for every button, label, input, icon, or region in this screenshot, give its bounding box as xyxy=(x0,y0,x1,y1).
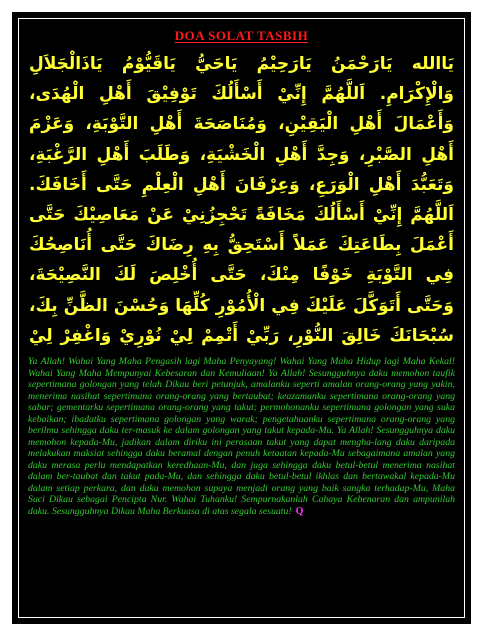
end-ornament-icon: Q xyxy=(295,505,304,517)
arabic-prayer-text: يَاالله يَارَحْمَنُ يَارَحِيْمُ يَاحَيُّ يَاقَيُّوْمُ يَاذَالْجَلاَلِ وَالْإِكْرَامِ. اَللَّهُمَّ إِنِّيْ أَسْأَلُكَ تَوْفِيْقَ أَهْلِ الْهُدَى، وَأَعْمَالَ أَهْلِ الْيَقِيْنِ، وَمُنَاصَحَةَ أَهْلِ التَّوْبَةِ، وَعَزْمَ أَهْلِ الصَّبْرِ، وَجِدَّ أَهْلِ الْخَشْيَةِ، وَطَلَبَ أَهْلِ الرَّغْبَةِ، وَتَعَبُّدَ أَهْلِ الْوَرَعِ، وَعِرْفَانَ أَهْلِ الْعِلْمِ حَتَّى أَخَافَكَ. اَللَّهُمَّ إِنِّيْ أَسْأَلُكَ مَخَافَةً تَحْجِزُنِيْ عَنْ مَعَاصِيْكَ حَتَّى أَعْمَلَ بِطَاعَتِكَ عَمَلاً أَسْتَحِقُّ بِهِ رِضَاكَ حَتَّى أُنَاصِحُكَ فِي التَّوْبَةِ خَوْفًا مِنْكَ، حَتَّى أُخْلِصَ لَكَ النَّصِيْحَةَ، وَحَتَّى أَتَوَكَّلَ عَلَيْكَ فِي الْأُمُوْرِ كُلِّهَا وَحُسْنَ الظَّنِّ بِكَ، سُبْحَانَكَ خَالِقَ النُّوْرِ، رَبِّيْ أَتْمِمْ لِيْ نُوْرِيْ وَاغْفِرْ لِيْ xyxy=(29,54,454,346)
inner-border xyxy=(18,18,465,618)
title-text: DOA SOLAT TASBIH xyxy=(174,28,309,43)
page-title xyxy=(19,28,464,44)
malay-translation xyxy=(28,356,455,517)
prayer-frame xyxy=(12,12,471,624)
translation-text: Ya Allah! Wahai Yang Maha Pengasih lagi Maha Penyayang! Wahai Yang Maha Hidup lagi Maha Kekal! Wahai Yang Maha Mempunyai Kebesaran dan Kemuliaan! Ya Allah! Sesungguhnya daku memohon taufik sepertimana golongan yang telah Dikau beri petunjuk, amalanku seperti amalan orang-orang yang yakin, menerima nasihat sepertimana orang-orang yang bertaubat; keazamanku sepertimana orang-orang yang sabar; gementarku sepertimana orang-orang yang takut; permohonanku sepertimana golongan yang suka kebaikan; ibadatku sepertimana golongan yang warak; pengetahuanku sepertimana orang-orang yang berilmu sehingga daku ter-masuk ke dalam golongan yang takut kepada-Mu. Ya Allah! Sesungguhnya daku memohon kepada-Mu, jadikan dalam diriku ini perasaan takut yang dapat mengha-lang daku daripada melakukan maksiat sehingga daku beramal dengan penuh ketaatan kepada-Mu sebagaimana amalan yang daku merasa perlu mendapatkan keredhaan-Mu, dan juga sehingga daku betul-betul menerima nasihat dalam ber-taubat dan takut pada-Mu, dan sehingga daku betul-betul ikhlas dan bertawakal kepada-Mu dalam setiap perkara, dan daku memohon supaya menjadi orang yang baik sangka terhadap-Mu, Maha Suci Dikau sebagai Pencipta Nur. Wahai Tuhanku! Sempurnakanlah Cahaya Kebenaran dan ampunilah daku. Sesungguhnya Dikau Maha Berkuasa di atas segala sesuatu! xyxy=(28,356,455,517)
